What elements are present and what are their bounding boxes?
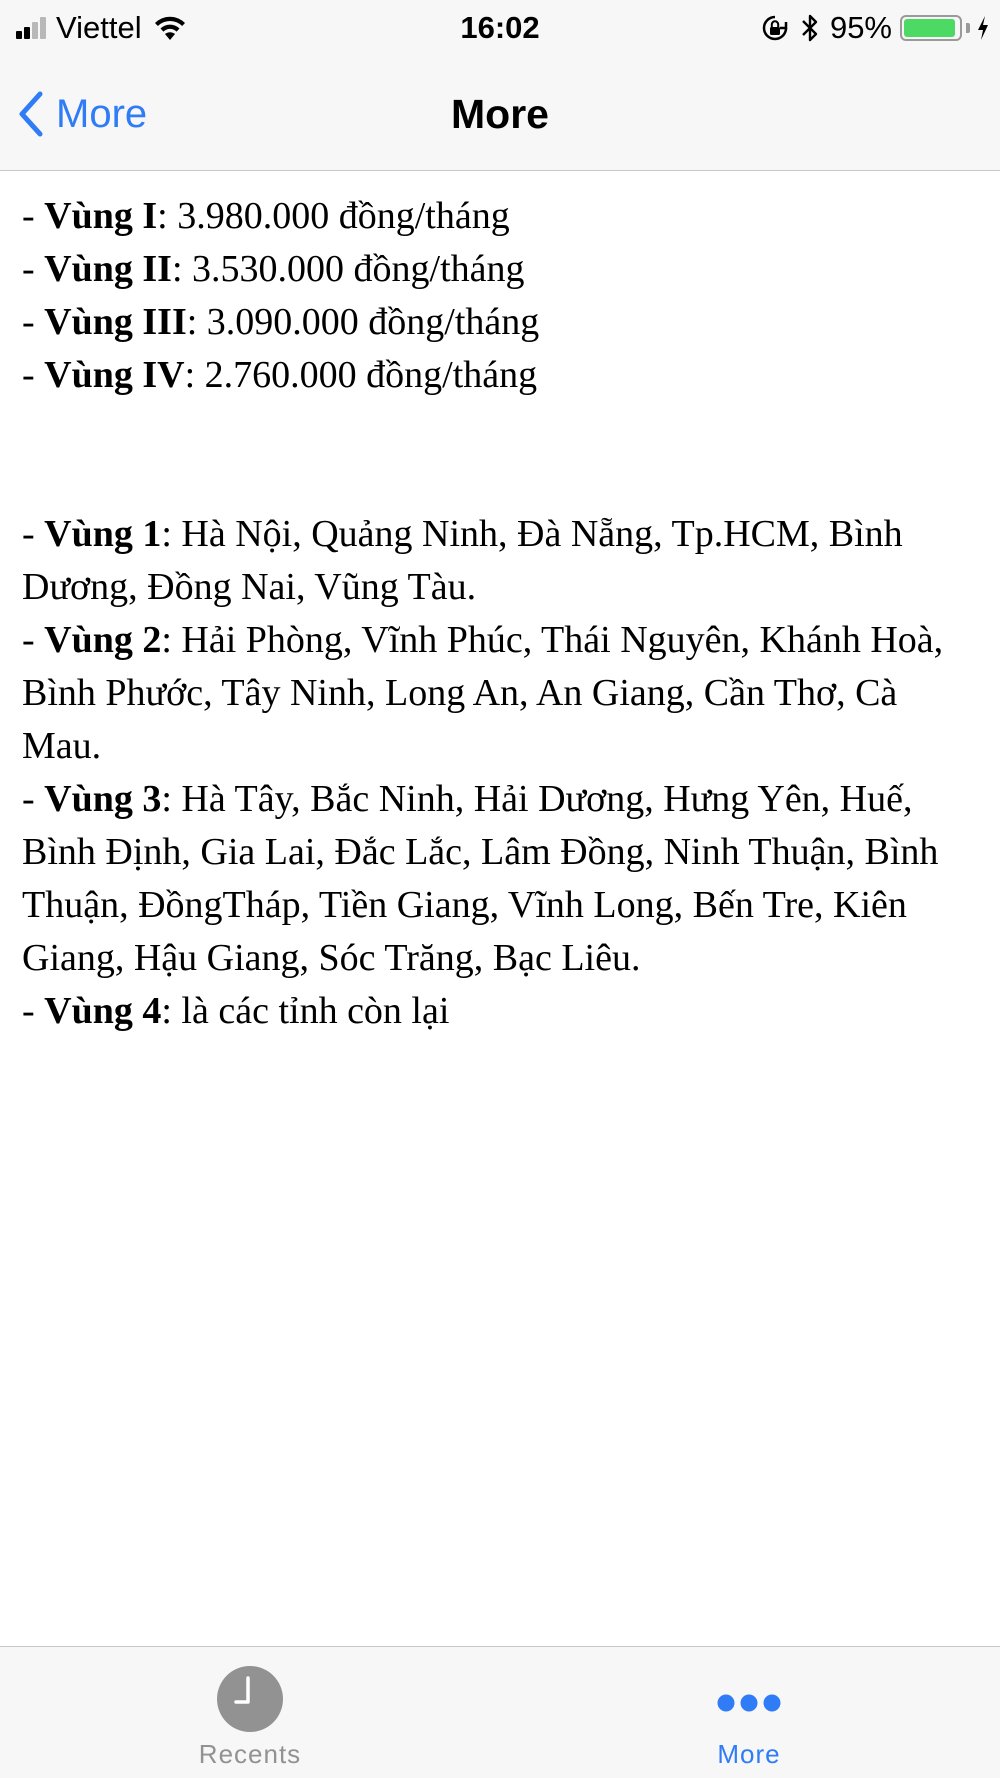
navigation-bar	[0, 56, 1000, 171]
wage-value: : 3.090.000 đồng/tháng	[186, 301, 540, 343]
tab-label: Recents	[198, 1739, 302, 1769]
region-label: Vùng II	[44, 248, 172, 290]
tab-label: More	[717, 1739, 781, 1769]
region-label: Vùng 2	[44, 619, 162, 661]
battery-cap	[966, 23, 970, 33]
back-button[interactable]	[18, 86, 147, 142]
wage-value: : 3.530.000 đồng/tháng	[171, 248, 525, 290]
orientation-lock-icon	[760, 13, 790, 43]
region-provinces: : là các tỉnh còn lại	[161, 990, 450, 1032]
carrier-name: Viettel	[56, 10, 142, 45]
region-provinces: : Hải Phòng, Vĩnh Phúc, Thái Nguyên, Khánh Hoà, Bình Phước, Tây Ninh, Long An, An Giang, Cần Thơ, Cà Mau.	[22, 619, 944, 767]
page-title: More	[451, 91, 549, 137]
spacer	[22, 402, 982, 508]
article-content	[22, 190, 982, 1038]
wage-line: - Vùng III: 3.090.000 đồng/tháng	[22, 301, 540, 343]
region-label: Vùng 3	[44, 778, 162, 820]
clock-icon	[216, 1665, 284, 1738]
tab-bar	[0, 1646, 1000, 1778]
region-label: Vùng I	[44, 195, 158, 237]
battery-icon	[900, 15, 962, 41]
charging-icon	[976, 15, 990, 41]
wage-line: - Vùng IV: 2.760.000 đồng/tháng	[22, 354, 538, 396]
tab-recents[interactable]	[130, 1647, 370, 1778]
region-line: - Vùng 1: Hà Nội, Quảng Ninh, Đà Nẵng, Tp.HCM, Bình Dương, Đồng Nai, Vũng Tàu.	[22, 513, 903, 608]
region-label: Vùng 4	[44, 990, 162, 1032]
region-provinces: : Hà Tây, Bắc Ninh, Hải Dương, Hưng Yên, Huế, Bình Định, Gia Lai, Đắc Lắc, Lâm Đồng, Ninh Thuận, Bình Thuận, ĐồngTháp, Tiền Giang, Vĩnh Long, Bến Tre, Kiên Giang, Hậu Giang, Sóc Trăng, Bạc Liêu.	[22, 778, 939, 979]
back-button-label: More	[56, 91, 148, 136]
chevron-left-icon	[18, 91, 56, 137]
wage-line: - Vùng II: 3.530.000 đồng/tháng	[22, 248, 525, 290]
region-provinces: : Hà Nội, Quảng Ninh, Đà Nẵng, Tp.HCM, Bình Dương, Đồng Nai, Vũng Tàu.	[22, 513, 903, 608]
region-line: - Vùng 2: Hải Phòng, Vĩnh Phúc, Thái Nguyên, Khánh Hoà, Bình Phước, Tây Ninh, Long An, An Giang, Cần Thơ, Cà Mau.	[22, 619, 944, 767]
region-line: - Vùng 3: Hà Tây, Bắc Ninh, Hải Dương, Hưng Yên, Huế, Bình Định, Gia Lai, Đắc Lắc, Lâm Đồng, Ninh Thuận, Bình Thuận, ĐồngTháp, Tiền Giang, Vĩnh Long, Bến Tre, Kiên Giang, Hậu Giang, Sóc Trăng, Bạc Liêu.	[22, 778, 939, 979]
battery-fill	[904, 19, 955, 37]
region-label: Vùng 1	[44, 513, 162, 555]
wage-line: - Vùng I: 3.980.000 đồng/tháng	[22, 195, 510, 237]
status-time: 16:02	[460, 10, 540, 45]
region-line: - Vùng 4: là các tỉnh còn lại	[22, 990, 450, 1032]
region-label: Vùng III	[44, 301, 187, 343]
status-right	[760, 8, 990, 48]
region-label: Vùng IV	[44, 354, 185, 396]
wage-value: : 3.980.000 đồng/tháng	[157, 195, 510, 237]
more-dots-icon	[715, 1665, 783, 1738]
wage-value: : 2.760.000 đồng/tháng	[184, 354, 538, 396]
status-bar	[0, 0, 1000, 56]
bluetooth-icon	[800, 13, 820, 43]
tab-more[interactable]	[629, 1647, 869, 1778]
battery-percent: 95%	[829, 10, 892, 45]
